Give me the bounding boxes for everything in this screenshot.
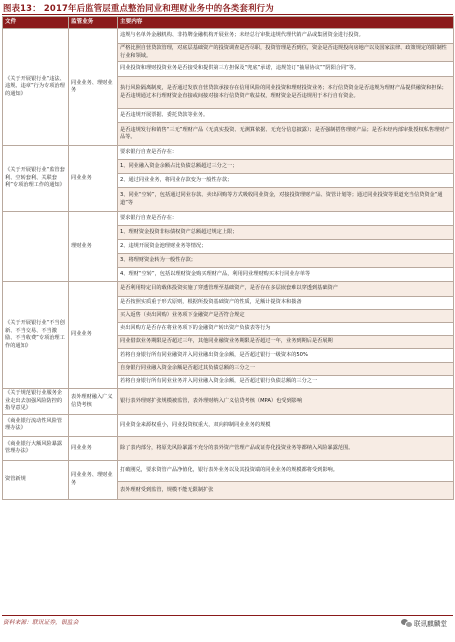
content-cell: 执行风险隔离制度，是否通过发放自营贷款承接存在信用风险的同业投资和理财投资业务；本行信贷资金是否违规为理财产品提供融资和担保；是否违规通过本行理财资金直接或间接对接本行信贷资产收益权，理财资金是否违规用于本行自有资金。 — [118, 77, 454, 109]
document-cell: 《关于开展银行业“监管套利、空转套利、关联套利”专项治理工作的通知》 — [3, 146, 69, 212]
content-cell: 1、同业融入资金余额占比负债总额超过三分之一； — [118, 160, 454, 174]
brand-name: 联讯麒麟堂 — [414, 620, 447, 628]
content-cell: 要求银行自查是否存在： — [118, 212, 454, 226]
content-cell: 3、同业“空转”，包括通过同业存款、卖出回购等方式吸收同业资金，对接投资理财产品、资管计划等；通过同业投资等渠道充当信贷资金“通道”等 — [118, 188, 454, 212]
document-cell: 《关于规范银行业服务企业走出去加强风险防控的指导意见》 — [3, 389, 69, 415]
header-document: 文件 — [3, 17, 69, 29]
content-cell: 同业借款业务期限是否超过三年，其他同业融资业务期限是否超过一年，业务到期后是否展期 — [118, 336, 454, 349]
wechat-icon — [401, 619, 411, 627]
content-cell: 除了表内部分，将原先风险暴露不充分的表外资产管理产品或证券化投资业务等都纳入风险暴露范围。 — [118, 436, 454, 460]
business-cell: 同业业务、理财业务 — [69, 460, 118, 499]
content-cell: 是否违规发行和销售“三无”理财产品（无真实投资、无测算依据、无充分信息披露）；是否强制搭售理财产品；是否未经内部审批授权私售理财产品等。 — [118, 123, 454, 146]
content-cell: 1、理财资金投资非标债权资产总额超过规定上限； — [118, 226, 454, 240]
content-cell: 违规与名单外金融机构、非持牌金融机构开展业务；未经总行审批违规代理代销产品或集团资金进行投资。 — [118, 29, 454, 44]
content-cell: 银行表外理财扩张规模被监管，表外理财纳入广义信贷考核（MPA）也受到影响 — [118, 389, 454, 415]
title-divider — [2, 14, 453, 15]
document-cell: 《关于开展银行业“不当创新、不当交易、不当激励、不当收费”专项治理工作的通知》 — [3, 282, 69, 389]
content-cell: 2、通过同业业务，将同业存款变为一般性存款； — [118, 174, 454, 188]
table-row — [3, 282, 454, 297]
content-cell: 是否按照实质重于形式原则，根据所投资基础资产的性质，足额计提资本和拨备 — [118, 297, 454, 310]
content-cell: 若将自身银行所有同业融资并入同业融出资金余额，是否超过银行一级资本的50% — [118, 349, 454, 363]
table-row — [3, 29, 454, 44]
content-cell: 要求银行自查是否存在： — [118, 146, 454, 160]
content-cell: 卖出回购方是否存在将业务项下的金融资产转出资产负债表等行为 — [118, 323, 454, 336]
footer-divider — [2, 615, 453, 616]
table-header-row — [3, 17, 454, 29]
document-cell: 《商业银行大额风险暴露管理办法》 — [3, 436, 69, 460]
table-row — [3, 414, 454, 436]
content-cell: 是否利用特定目的载体投资实施了穿透管理至基础资产，是否存在多层嵌套难以穿透到基础资产 — [118, 282, 454, 297]
source-note: 资料来源：联讯证券，银监会 — [3, 620, 79, 626]
content-cell: 同业投资和理财投资业务是否接受和提供第三方担保及“兜底”承诺，违规签订“抽屉协议”“阴阳合同”等。 — [118, 62, 454, 77]
document-cell: 资管新规 — [3, 460, 69, 499]
business-cell: 表外理财融入广义信贷考核 — [69, 389, 118, 415]
business-cell: 同业业务 — [69, 146, 118, 212]
business-cell: 理财业务 — [69, 212, 118, 282]
table-body — [3, 29, 454, 500]
content-cell: 买入返售（卖出回购）业务项下金融资产是否符合规定 — [118, 310, 454, 323]
content-cell: 3、将理财资金转为一般性存款； — [118, 254, 454, 268]
content-cell: 严格比照自营贷款管理，对底层基础资产的投资调查是否尽职，投资管理是否到位，资金是否违规投向房地产以及国家法律、政策规定的限制性行业和领域。 — [118, 44, 454, 62]
content-cell: 若将自身银行所有同业业务并入同业融入资金余额，是否超过银行负债总额的三分之一 — [118, 376, 454, 389]
table-row — [3, 460, 454, 481]
figure-title: 图表13： 2017年后监管层重点整治同业和理财业务中的各类套利行为 — [3, 3, 274, 13]
document-cell: 《商业银行流动性风险管理办法》 — [3, 414, 69, 436]
regulation-table — [2, 16, 454, 500]
header-content: 主要内容 — [118, 17, 454, 29]
business-cell — [69, 414, 118, 436]
content-cell: 同业资金来源权重小，同业投资权重大，双向抑制同业业务的规模 — [118, 414, 454, 436]
document-cell — [3, 212, 69, 282]
content-cell: 是否违规开展票据、委托贷款等业务。 — [118, 109, 454, 123]
table-row — [3, 146, 454, 160]
content-cell: 2、违规开展资金池理财业务等情况； — [118, 240, 454, 254]
content-cell: 打破刚兑，要求资管产品净值化，银行表外业务以及其投资端的同业业务的规模都将受到影响。 — [118, 460, 454, 481]
content-cell: 4、理财“空转”，包括以理财资金购买理财产品，利用同业理财购买本行同业存单等 — [118, 268, 454, 282]
brand-watermark — [401, 618, 447, 628]
table-row — [3, 436, 454, 460]
table-row — [3, 389, 454, 415]
content-cell: 自身银行同业融入资金余额是否超过其负债总额的三分之一 — [118, 363, 454, 376]
business-cell: 同业业务 — [69, 436, 118, 460]
document-cell: 《关于开展银行业“违法、违规、违章”行为专项治理的通知》 — [3, 29, 69, 146]
table-row — [3, 212, 454, 226]
content-cell: 表外理财受到监管，规模不能无限制扩张 — [118, 481, 454, 499]
business-cell: 同业业务、理财业务 — [69, 29, 118, 146]
business-cell: 同业业务 — [69, 282, 118, 389]
header-business: 监管业务 — [69, 17, 118, 29]
